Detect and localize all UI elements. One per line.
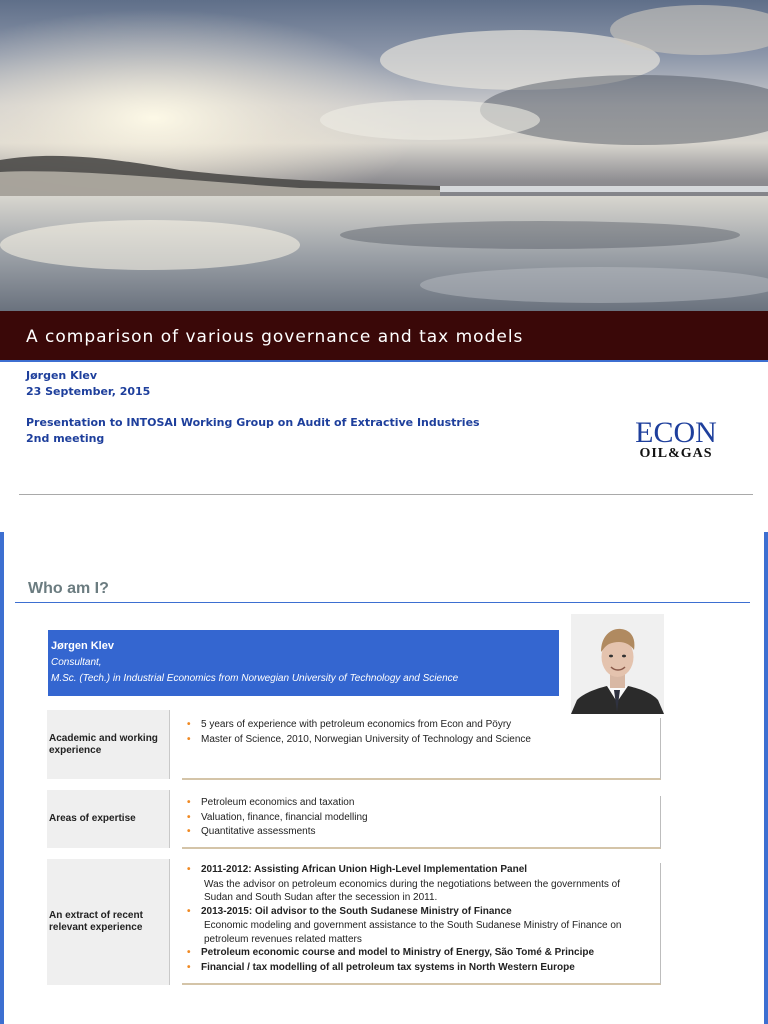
- experience-list: [182, 863, 660, 975]
- beach-landscape-illustration: [0, 0, 768, 311]
- row-content-recent-experience: [182, 863, 661, 985]
- list-item: • Petroleum economic course and model to Ministry of Energy, São Tomé & Principe: [187, 947, 595, 958]
- slide-divider: [19, 494, 753, 495]
- list-item-description: Sudan and South Sudan after the secession in 2011.: [204, 892, 438, 903]
- person-portrait: [571, 614, 664, 714]
- author-name: Jørgen Klev: [26, 369, 97, 382]
- presentation-audience: Presentation to INTOSAI Working Group on Audit of Extractive Industries: [26, 416, 480, 429]
- presentation-title: A comparison of various governance and tax models: [26, 327, 524, 347]
- profile-slide: [0, 532, 768, 1024]
- row-label-recent-experience: An extract of recent relevant experience: [47, 859, 170, 985]
- list-item: • 2013-2015: Oil advisor to the South Sudanese Ministry of Finance: [187, 905, 512, 917]
- list-item: • Master of Science, 2010, Norwegian University of Technology and Science: [187, 733, 531, 745]
- profile-degree: M.Sc. (Tech.) in Industrial Economics from Norwegian University of Technology and Science: [51, 673, 459, 684]
- profile-name: Jørgen Klev: [51, 640, 114, 652]
- econ-logo-subtitle: OIL&GAS: [639, 446, 713, 461]
- list-item-description: petroleum revenues related matters: [204, 933, 362, 945]
- list-item-description: Economic modeling and government assistance to the South Sudanese Ministry of Finance on: [204, 920, 622, 931]
- presentation-date: 23 September, 2015: [26, 385, 151, 398]
- academic-list: [182, 718, 660, 747]
- hero-image-beach: [0, 0, 768, 311]
- row-label-expertise: Areas of expertise: [47, 790, 170, 848]
- list-item: • 2011-2012: Assisting African Union High-Level Implementation Panel: [187, 864, 528, 875]
- list-item: • Financial / tax modelling of all petroleum tax systems in North Western Europe: [187, 961, 575, 973]
- row-label-academic: Academic and working experience: [47, 710, 170, 779]
- row-content-academic: [182, 718, 661, 780]
- slide-heading: Who am I?: [28, 580, 109, 597]
- meeting-label: 2nd meeting: [26, 432, 105, 445]
- slide-edge-right: [764, 532, 768, 1024]
- expertise-list: [182, 796, 660, 840]
- list-item: • Valuation, finance, financial modelling: [187, 811, 368, 823]
- title-bar: [0, 311, 768, 362]
- list-item: • Petroleum economics and taxation: [187, 797, 355, 808]
- list-item: • Quantitative assessments: [187, 826, 316, 837]
- list-item-description: Was the advisor on petroleum economics during the negotiations between the governments of: [204, 878, 620, 890]
- title-slide: [0, 0, 768, 500]
- row-content-expertise: [182, 796, 661, 849]
- profile-photo: [571, 614, 664, 714]
- list-item: • 5 years of experience with petroleum economics from Econ and Pöyry: [187, 719, 512, 730]
- profile-role: Consultant,: [51, 657, 102, 668]
- profile-header: [48, 630, 559, 696]
- econ-logo: ECON: [635, 416, 717, 449]
- slide-edge-left: [0, 532, 4, 1024]
- heading-underline: [15, 602, 750, 603]
